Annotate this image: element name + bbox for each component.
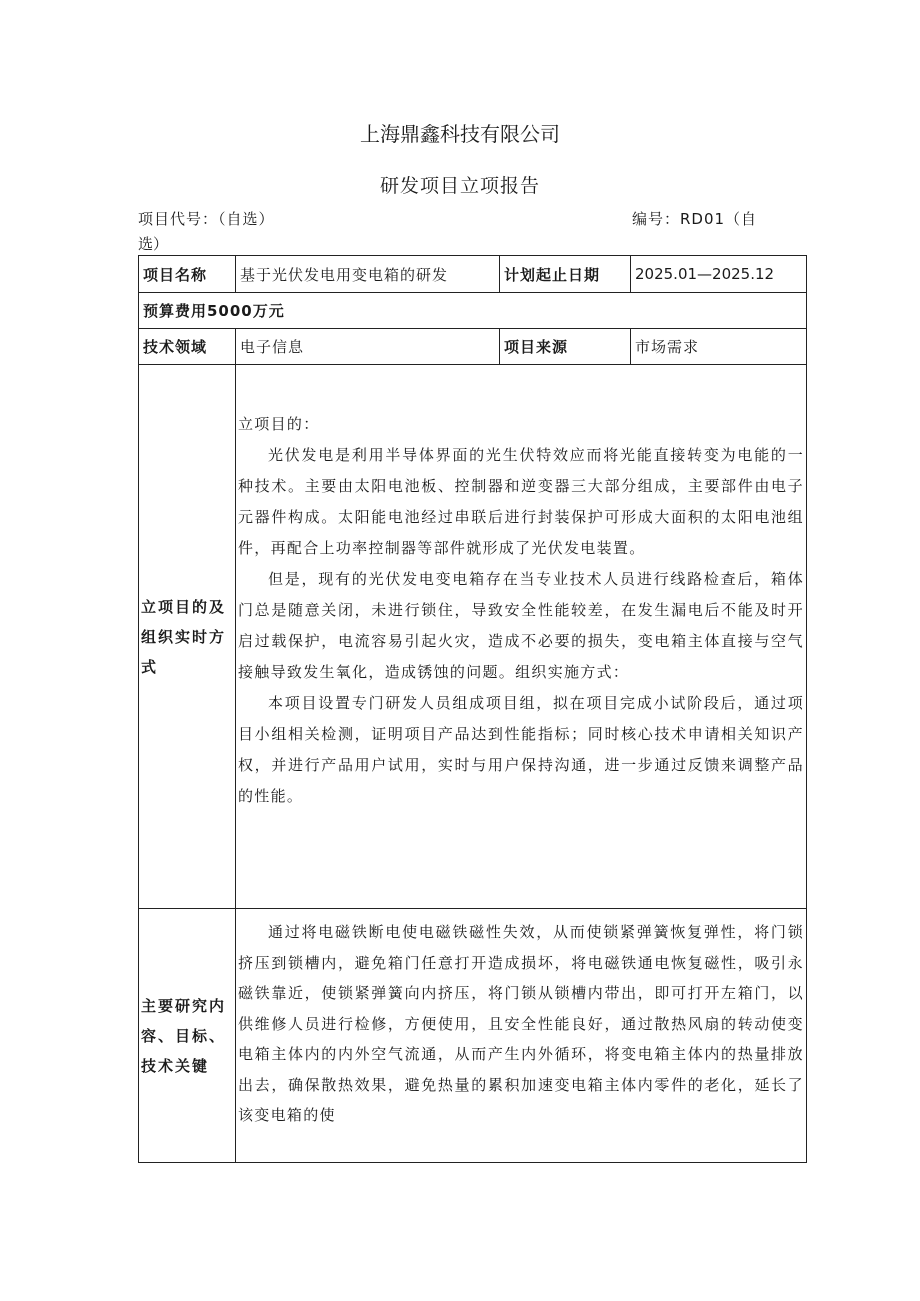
purpose-heading: 立项目的： xyxy=(238,415,320,433)
serial-number-wrap: 选） xyxy=(138,235,169,253)
project-name-label: 项目名称 xyxy=(139,256,236,293)
serial-number: 编号：RD01（自 xyxy=(632,210,758,228)
research-paragraph: 通过将电磁铁断电使电磁铁磁性失效，从而使锁紧弹簧恢复弹性，将门锁挤压到锁槽内，避免箱门任意打开造成损坏，将电磁铁通电恢复磁性，吸引永磁铁靠近，使锁紧弹簧向内挤压，将门锁从锁槽内带出，即可打开左箱门，以供维修人员进行检修，方便使用，且安全性能良好，通过散热风扇的转动使变电箱主体内的内外空气流通，从而产生内外循环，将变电箱主体内的热量排放出去，确保散热效果，避免热量的累积加速变电箱主体内零件的老化，延长了该变电箱的使 xyxy=(238,923,804,1124)
project-report-table xyxy=(138,255,807,1163)
period-label: 计划起止日期 xyxy=(500,256,631,293)
table-row xyxy=(139,365,807,909)
document-title: 研发项目立项报告 xyxy=(379,175,540,197)
research-label: 主要研究内容、目标、技术关键 xyxy=(139,909,236,1163)
table-row xyxy=(139,909,807,1163)
field-label: 技术领域 xyxy=(139,329,236,365)
source-value: 市场需求 xyxy=(631,329,807,365)
table-row xyxy=(139,293,807,329)
purpose-paragraph: 本项目设置专门研发人员组成项目组，拟在项目完成小试阶段后，通过项目小组相关检测，证明项目产品达到性能指标；同时核心技术申请相关知识产权，并进行产品用户试用，实时与用户保持沟通，进一步通过反馈来调整产品的性能。 xyxy=(238,694,804,805)
field-value: 电子信息 xyxy=(236,329,500,365)
purpose-paragraph: 但是，现有的光伏发电变电箱存在当专业技术人员进行线路检查后，箱体门总是随意关闭，未进行锁住，导致安全性能较差，在发生漏电后不能及时开启过载保护，电流容易引起火灾，造成不必要的损失，变电箱主体直接与空气接触导致发生氧化，造成锈蚀的问题。组织实施方式： xyxy=(238,570,804,681)
purpose-paragraph: 光伏发电是利用半导体界面的光生伏特效应而将光能直接转变为电能的一种技术。主要由太阳电池板、控制器和逆变器三大部分组成，主要部件由电子元器件构成。太阳能电池经过串联后进行封装保护可形成大面积的太阳电池组件，再配合上功率控制器等部件就形成了光伏发电装置。 xyxy=(238,446,804,557)
table-row xyxy=(139,256,807,293)
purpose-content xyxy=(236,365,807,909)
budget-cell: 预算费用5000万元 xyxy=(139,293,807,329)
table-row xyxy=(139,329,807,365)
period-value: 2025.01—2025.12 xyxy=(631,256,807,293)
research-content xyxy=(236,909,807,1163)
company-name: 上海鼎鑫科技有限公司 xyxy=(360,122,560,146)
purpose-label: 立项目的及组织实时方式 xyxy=(139,365,236,909)
project-code: 项目代号：（自选） xyxy=(138,210,275,228)
project-name-value: 基于光伏发电用变电箱的研发 xyxy=(236,256,500,293)
source-label: 项目来源 xyxy=(500,329,631,365)
